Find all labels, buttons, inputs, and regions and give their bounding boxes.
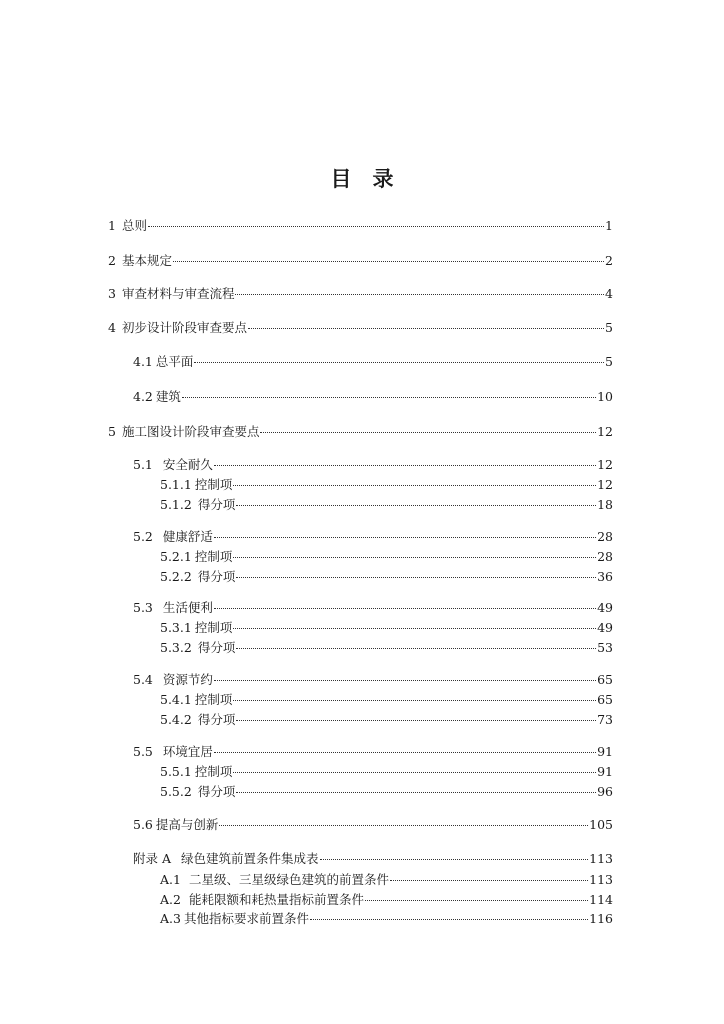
toc-entry[interactable] [160,549,613,565]
toc-number: 4.1 [133,354,153,369]
toc-entry[interactable] [160,892,613,908]
toc-entry[interactable] [160,640,613,656]
toc-entry[interactable] [108,218,613,234]
toc-text: 得分项 [197,640,236,655]
toc-text: 得分项 [197,569,236,584]
toc-entry[interactable] [133,817,613,833]
toc-text: 二星级、三星级绿色建筑的前置条件 [188,872,389,887]
toc-leader [260,432,596,433]
toc-entry[interactable] [133,851,613,867]
toc-page: 114 [589,892,613,907]
toc-page: 116 [589,911,613,926]
toc-page: 28 [597,549,613,564]
toc-page: 49 [597,620,613,635]
toc-page: 65 [597,672,613,687]
toc-page: 113 [589,851,613,866]
toc-text: 初步设计阶段审查要点 [121,320,247,335]
toc-entry[interactable] [133,354,613,370]
toc-leader [390,880,588,881]
toc-page: 96 [597,784,613,799]
toc-number: 5.1 [133,457,153,472]
toc-leader [233,628,596,629]
toc-entry[interactable] [160,497,613,513]
toc-entry[interactable] [160,872,613,888]
toc-page: 12 [597,424,613,439]
toc-entry[interactable] [160,620,613,636]
toc-text: 得分项 [197,784,236,799]
toc-page: 91 [597,744,613,759]
toc-leader [233,557,596,558]
toc-leader [214,752,596,753]
toc-entry[interactable] [160,911,613,927]
toc-text: 控制项 [194,477,233,492]
toc-leader [194,362,604,363]
toc-page: 5 [605,320,613,335]
toc-number: 5.5 [133,744,153,759]
toc-text: 环境宜居 [162,744,213,759]
toc-text: 得分项 [197,712,236,727]
toc-text: 得分项 [197,497,236,512]
toc-text: 施工图设计阶段审查要点 [121,424,260,439]
toc-text: 能耗限额和耗热量指标前置条件 [188,892,364,907]
toc-text: 控制项 [194,620,233,635]
toc-number: 5 [108,424,116,439]
toc-leader [235,294,604,295]
toc-number: 5.2.1 [160,549,192,564]
toc-entry[interactable] [160,477,613,493]
toc-entry[interactable] [133,600,613,616]
toc-entry[interactable] [160,764,613,780]
toc-number: A.1 [160,872,181,887]
toc-number: 5.3.2 [160,640,192,655]
toc-number: A.2 [160,892,181,907]
toc-entry[interactable] [108,286,613,302]
toc-number: 附录 A [133,851,172,866]
toc-leader [236,648,596,649]
toc-page: 105 [589,817,613,832]
toc-leader [233,485,596,486]
toc-page: 2 [605,253,613,268]
toc-number: 5.6 [133,817,153,832]
toc-number: 5.3.1 [160,620,192,635]
toc-number: 1 [108,218,116,233]
toc-entry[interactable] [160,692,613,708]
toc-text: 建筑 [155,389,181,404]
toc-leader [236,577,596,578]
toc-leader [320,859,589,860]
toc-number: 4.2 [133,389,153,404]
toc-number: 5.1.1 [160,477,192,492]
toc-leader [219,825,588,826]
toc-text: 基本规定 [121,253,172,268]
page-title: 目 录 [330,166,394,191]
toc-leader [214,465,596,466]
toc-leader [248,328,604,329]
toc-leader [214,537,596,538]
toc-leader [233,700,596,701]
toc-leader [182,397,596,398]
toc-number: 5.5.1 [160,764,192,779]
toc-leader [233,772,596,773]
toc-number: 5.4.1 [160,692,192,707]
toc-leader [236,720,596,721]
toc-page: 12 [597,477,613,492]
toc-number: 5.5.2 [160,784,192,799]
toc-entry[interactable] [133,672,613,688]
toc-number: 3 [108,286,116,301]
toc-number: 5.2 [133,529,153,544]
toc-leader [310,919,588,920]
toc-page: 36 [597,569,613,584]
toc-page: 113 [589,872,613,887]
toc-text: 资源节约 [162,672,213,687]
toc-number: A.3 [160,911,181,926]
toc-page: 53 [597,640,613,655]
toc-page: 5 [605,354,613,369]
toc-page: 18 [597,497,613,512]
toc-text: 审查材料与审查流程 [121,286,235,301]
toc-entry[interactable] [108,424,613,440]
toc-leader [365,900,588,901]
toc-entry[interactable] [108,253,613,269]
toc-text: 提高与创新 [155,817,219,832]
toc-text: 控制项 [194,549,233,564]
toc-entry[interactable] [160,784,613,800]
toc-text: 总则 [121,218,147,233]
toc-entry[interactable] [133,529,613,545]
toc-entry[interactable] [133,457,613,473]
toc-page: 65 [597,692,613,707]
toc-leader [148,226,604,227]
toc-page: 10 [597,389,613,404]
toc-text: 生活便利 [162,600,213,615]
toc-entry[interactable] [133,744,613,760]
toc-leader [236,792,596,793]
toc-number: 5.3 [133,600,153,615]
toc-entry[interactable] [160,569,613,585]
toc-page: 49 [597,600,613,615]
toc-page: 4 [605,286,613,301]
toc-entry[interactable] [108,320,613,336]
toc-entry[interactable] [160,712,613,728]
toc-number: 5.2.2 [160,569,192,584]
toc-number: 5.1.2 [160,497,192,512]
toc-leader [214,608,596,609]
toc-page: 28 [597,529,613,544]
toc-text: 控制项 [194,692,233,707]
toc-leader [236,505,596,506]
toc-text: 绿色建筑前置条件集成表 [181,851,319,866]
toc-number: 4 [108,320,116,335]
toc-number: 5.4.2 [160,712,192,727]
toc-text: 控制项 [194,764,233,779]
toc-page: 91 [597,764,613,779]
toc-number: 5.4 [133,672,153,687]
toc-text: 总平面 [155,354,194,369]
toc-page: 1 [605,218,613,233]
toc-number: 2 [108,253,116,268]
toc-page: 73 [597,712,613,727]
toc-leader [173,261,604,262]
toc-text: 安全耐久 [162,457,213,472]
toc-leader [214,680,596,681]
toc-page: 12 [597,457,613,472]
toc-text: 健康舒适 [162,529,213,544]
toc-entry[interactable] [133,389,613,405]
toc-text: 其他指标要求前置条件 [183,911,309,926]
